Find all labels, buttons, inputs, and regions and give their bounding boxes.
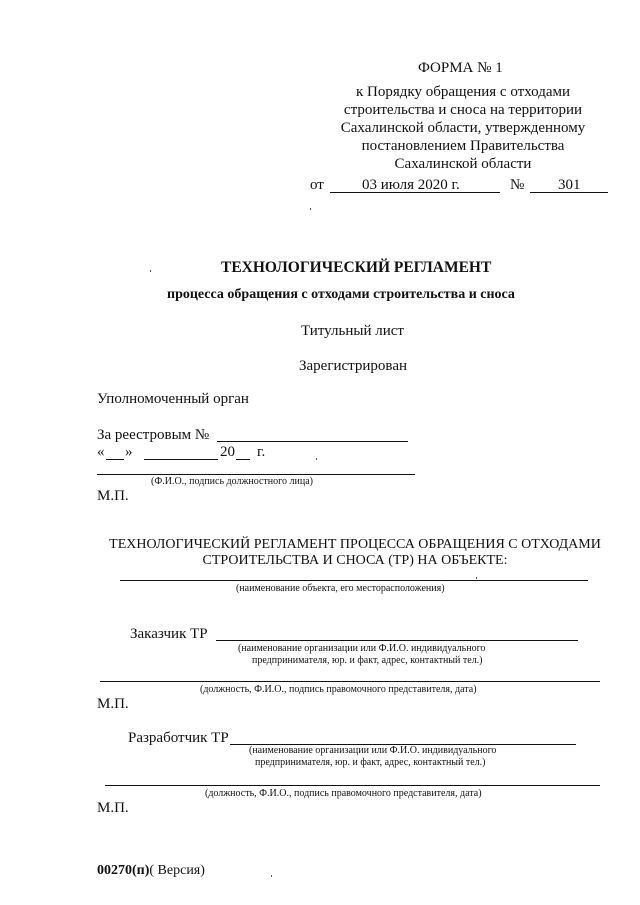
stamp-place-label: М.П. [97,488,129,504]
developer-name-caption [249,745,496,769]
year-suffix: г. [257,444,266,460]
scan-speck [150,270,151,272]
version-label: ( Версия) [149,863,205,878]
scan-speck [271,875,272,877]
customer-rep-caption: (должность, Ф.И.О., подпись правомочного представителя, дата) [200,684,477,695]
developer-label: Разработчик ТР [128,730,229,746]
customer-label: Заказчик ТР [130,626,208,642]
official-signature-line [97,474,415,475]
customer-caption-line: (наименование организации или Ф.И.О. индивидуального [238,643,486,654]
order-line: строительства и сноса на территории [343,102,583,118]
order-number: 301 [558,177,581,193]
customer-stamp-place: М.П. [97,696,129,712]
year-field [236,459,250,460]
scan-speck [476,577,477,579]
scan-speck [310,208,311,210]
footer-version [97,863,205,879]
object-heading-line: СТРОИТЕЛЬСТВА И СНОСА (ТР) НА ОБЪЕКТЕ: [202,553,508,568]
order-line: Сахалинской области [394,156,532,172]
day-field [106,459,124,460]
object-heading-line: ТЕХНОЛОГИЧЕСКИЙ РЕГЛАМЕНТ ПРОЦЕССА ОБРАЩЕНИЯ С ОТХОДАМИ [109,537,601,552]
object-heading [100,537,610,569]
title-sheet-label: Титульный лист [301,323,404,339]
date-open-quote: « [97,444,105,460]
developer-stamp-place: М.П. [97,800,129,816]
number-label: № [510,177,525,193]
customer-name-caption [238,643,485,667]
scan-speck [316,458,317,460]
month-field [144,459,218,460]
official-signature-caption: (Ф.И.О., подпись должностного лица) [151,476,313,487]
order-reference [318,83,608,173]
order-date: 03 июля 2020 г. [362,177,460,193]
developer-caption-line: (наименование организации или Ф.И.О. индивидуального [249,745,497,756]
from-label: от [310,177,324,193]
object-name-field [120,580,588,581]
document-title: ТЕХНОЛОГИЧЕСКИЙ РЕГЛАМЕНТ [221,259,492,276]
date-close-quote: » [125,444,133,460]
order-line: Сахалинской области, утвержденному [340,120,586,136]
customer-name-field [216,640,578,641]
customer-rep-field [100,681,600,682]
order-line: постановлением Правительства [361,138,565,154]
order-line: к Порядку обращения с отходами [356,84,570,100]
developer-rep-field [105,785,600,786]
developer-caption-line: предпринимателя, юр. и факт, адрес, контактный тел.) [255,757,486,768]
developer-rep-caption: (должность, Ф.И.О., подпись правомочного представителя, дата) [205,788,482,799]
document-subtitle: процесса обращения с отходами строительства и сноса [167,287,515,302]
registry-number-label: За реестровым № [97,427,210,443]
form-title: ФОРМА № 1 [418,60,503,76]
document-code: 00270(п) [97,863,150,878]
customer-caption-line: предпринимателя, юр. и факт, адрес, контактный тел.) [252,655,483,666]
authority-label: Уполномоченный орган [97,391,249,407]
registry-number-field [217,441,408,442]
object-name-caption: (наименование объекта, его месторасположения) [236,583,445,594]
year-prefix: 20 [220,444,235,460]
registered-label: Зарегистрирован [299,358,408,374]
